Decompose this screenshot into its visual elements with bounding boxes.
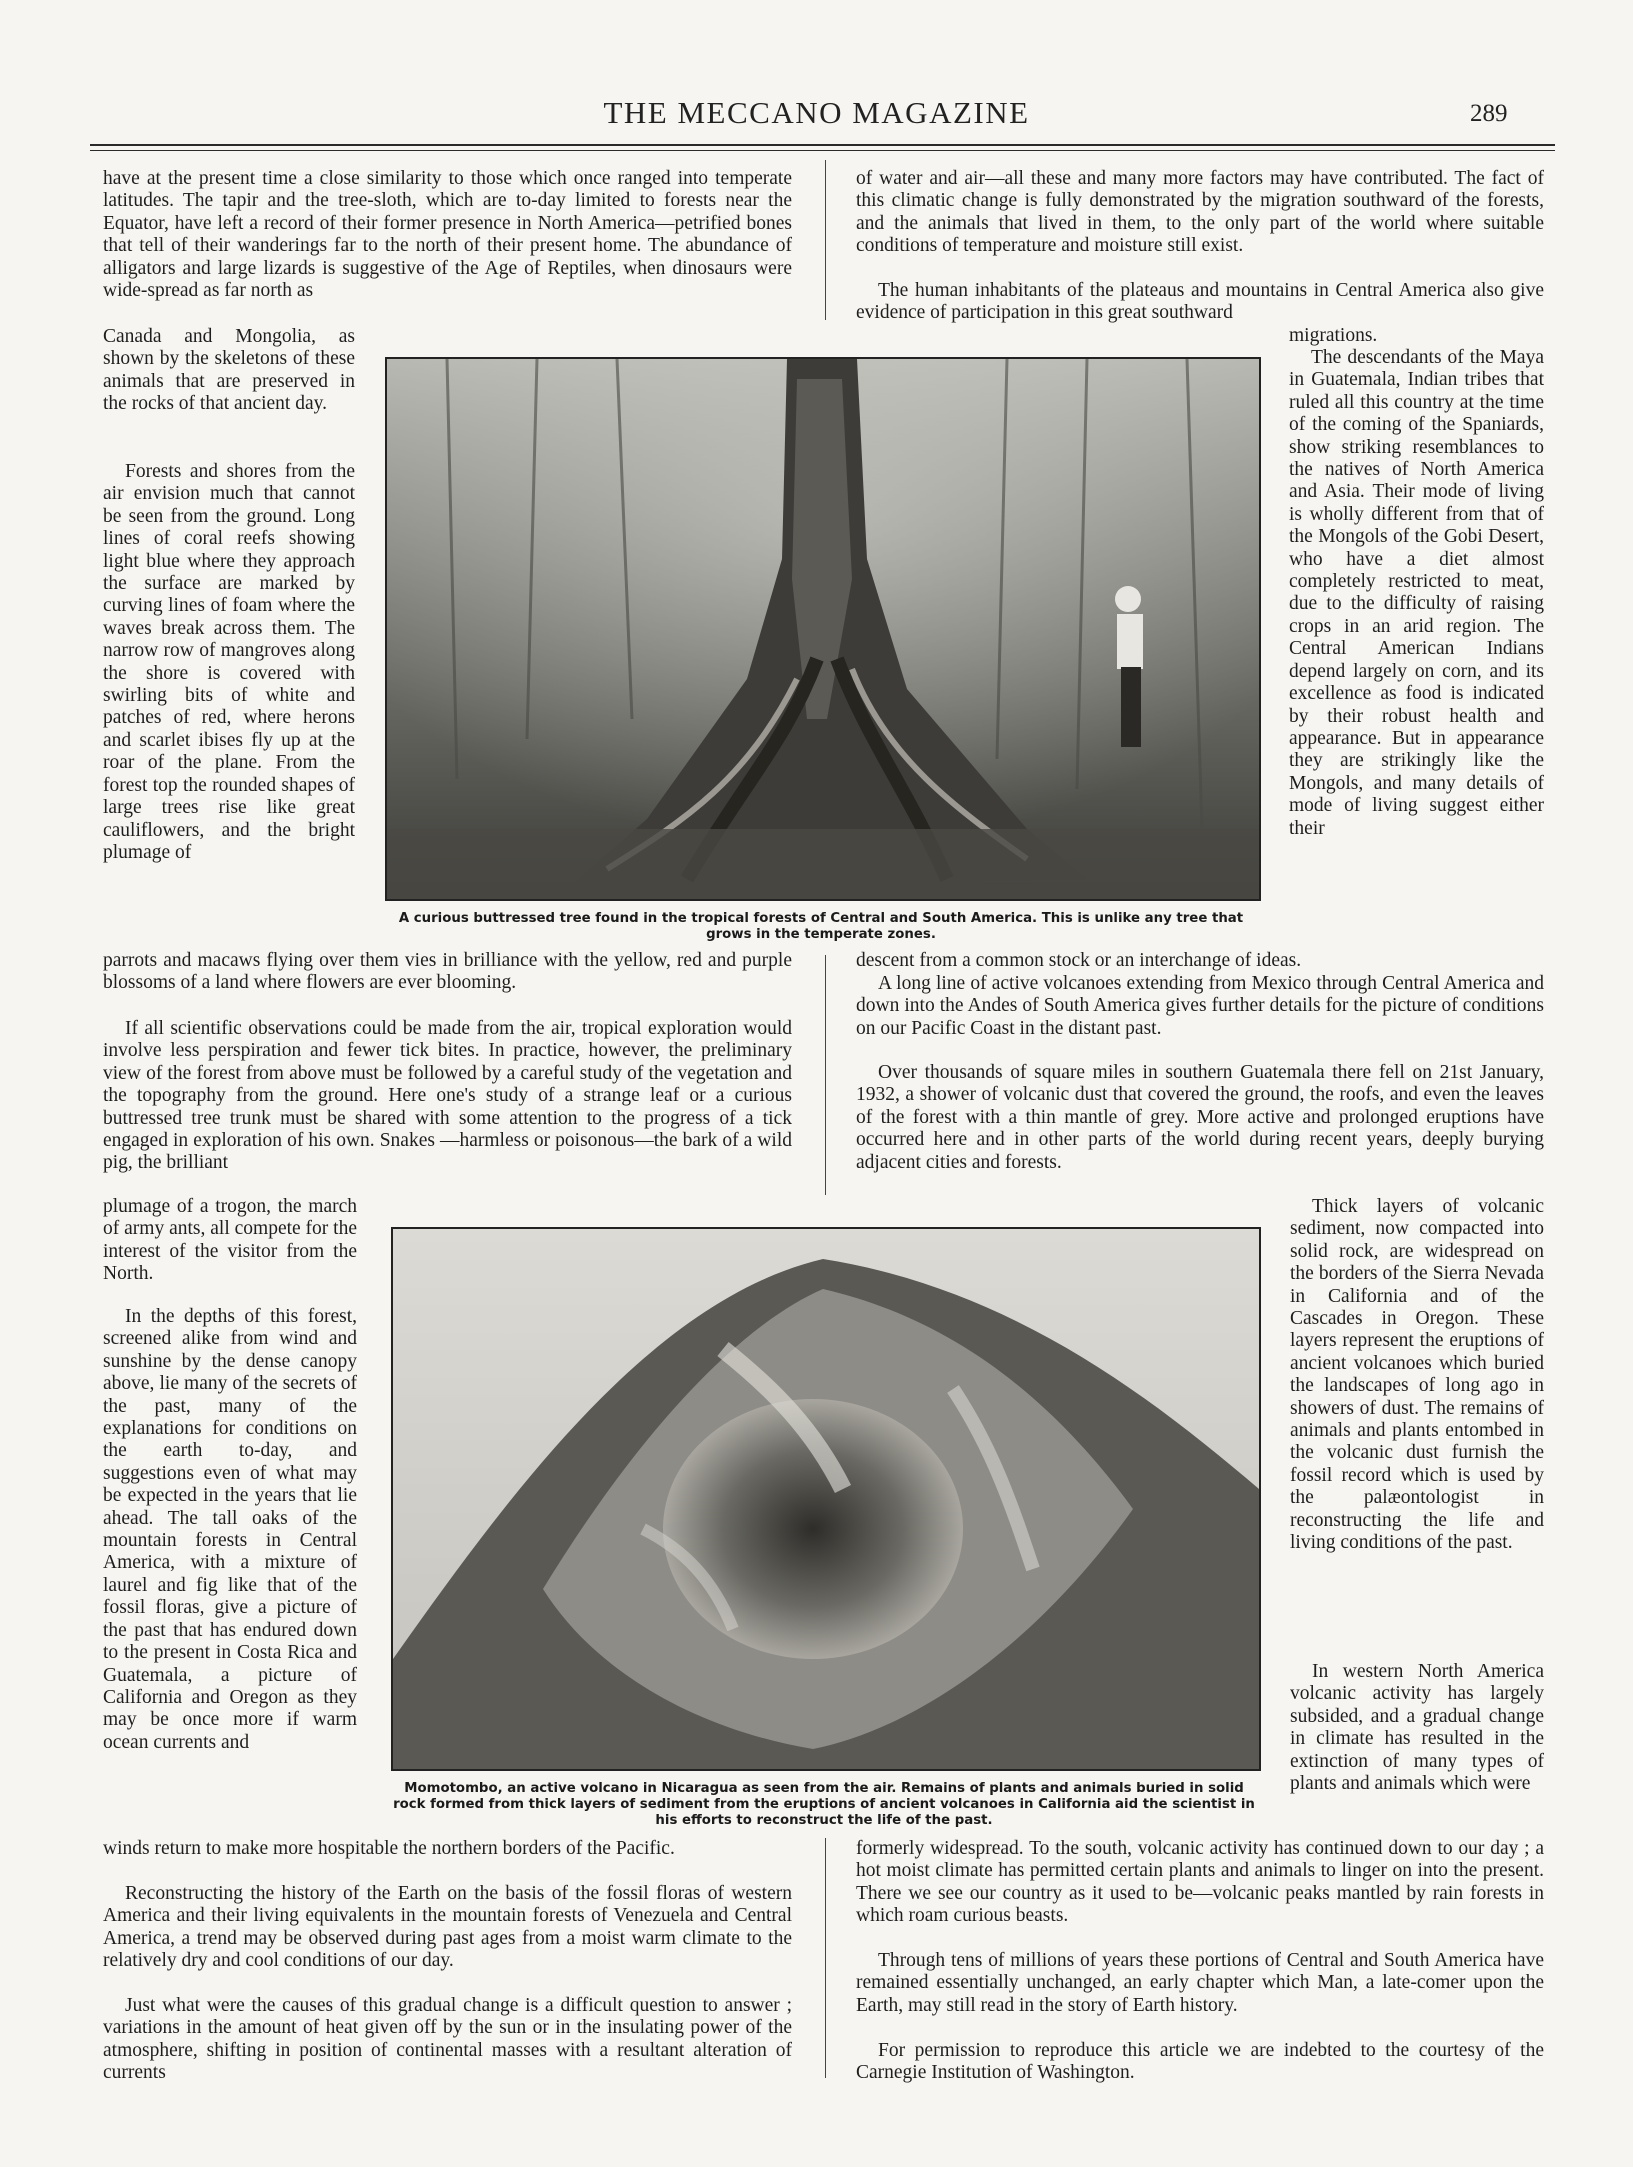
volcano-photo-caption: Momotombo, an active volcano in Nicaragua as seen from the air. Remains of plants and animals buried in solid rock formed from thick layers of sediment from the eruptions of ancient volcanoes in California aid the scientist in his efforts to reconstruct the life of the past. [393,1781,1255,1828]
column-divider-middle [825,955,826,1195]
right-side-text-2b: In western North America volcanic activity has largely subsided, and a gradual change in climate has resulted in the extinction of many types of plants and animals which were [1290,1661,1544,1795]
header-rule [90,144,1555,146]
right-column-top-text-1: of water and air—all these and many more factors may have contributed. The fact of this climatic change is fully demonstrated by the migration southward of the forests, and the animals that lived in them, to the only part of the world where suitable conditions of temperature and moisture still exist. [856,168,1544,257]
left-column-top-text: have at the present time a close similarity to those which once ranged into temperate latitudes. The tapir and the tree-sloth, which are to-day limited to forests near the Equator, have left a record of their former presence in North America—petrified bones that tell of their wanderings far to the north of their present home. The abundance of alligators and large lizards is suggestive of the Age of Reptiles, when dinosaurs were wide-spread as far north as [103,168,792,302]
right-column-bottom-text-1: formerly widespread. To the south, volcanic activity has continued down to our day ; a hot moist climate has permitted certain plants and animals to linger on into the present. There we see our country as it used to be—volcanic peaks mantled by rain forests in which roam curious beasts. [856,1838,1544,1927]
header-rule-thin [90,150,1555,151]
column-divider-top [825,160,826,320]
right-column-bottom-text-2: Through tens of millions of years these portions of Central and South America have remained essentially unchanged, an early chapter which Man, a late-comer upon the Earth, may still read in the story of Earth history. [856,1950,1544,2016]
left-column-middle-text-1: parrots and macaws flying over them vies in brilliance with the yellow, red and purple blossoms of a land where flowers are ever blooming. [103,950,792,994]
left-column-bottom-text-3: Just what were the causes of this gradual change is a difficult question to answer ; variations in the amount of heat given off by the sun or in the insulating power of the atmosphere, shifting in position of continental masses with a resultant alteration of currents [103,1995,792,2084]
right-column-top-text-2: The human inhabitants of the plateaus and mountains in Central America also give evidence of participation in this great southward [856,280,1544,324]
right-column-bottom-text-3: For permission to reproduce this article we are indebted to the courtesy of the Carnegie Institution of Washington. [856,2040,1544,2084]
left-column-bottom-text-1: winds return to make more hospitable the northern borders of the Pacific. [103,1838,675,1859]
buttressed-tree-photo [385,357,1261,901]
right-column-middle-text-1: descent from a common stock or an interchange of ideas. [856,950,1302,971]
left-side-text-1b: Forests and shores from the air envision much that cannot be seen from the ground. Long lines of coral reefs showing light blue where they approach the surface are marked by curving lines of foam where the waves break across them. The narrow row of mangroves along the shore is covered with swirling bits of white and patches of red, where herons and scarlet ibises fly up at the roar of the plane. From the forest top the rounded shapes of large trees rise like great cauliflowers, and the bright plumage of [103,461,355,863]
right-column-middle-text-3: Over thousands of square miles in southern Guatemala there fell on 21st January, 1932, a shower of volcanic dust that covered the ground, the roofs, and even the leaves of the forest with a thin mantle of grey. More active and prolonged eruptions have occurred here and in other parts of the world during recent years, deeply burying adjacent cities and forests. [856,1062,1544,1173]
right-side-text-1b: The descendants of the Maya in Guatemala, Indian tribes that ruled all this country at the time of the coming of the Spaniards, show striking resemblances to the natives of North America and Asia. Their mode of living is wholly different from that of the Mongols of the Gobi Desert, who have a diet almost completely restricted to meat, due to the difficulty of raising crops in an arid region. The Central American Indians depend largely on corn, and its excellence as food is indicated by their robust health and appearance. But in appearance they are strikingly like the Mongols, and many details of mode of living suggest either their [1289,347,1544,839]
page-number: 289 [1470,100,1508,127]
left-side-text-1a: Canada and Mongolia, as shown by the skeletons of these animals that are preserved in the rocks of that ancient day. [103,326,355,415]
right-side-text-1a: migrations. [1289,325,1378,346]
left-column-bottom-text-2: Reconstructing the history of the Earth on the basis of the fossil floras of western America and their living equivalents in the mountain forests of Venezuela and Central America, a trend may be observed during past ages from a moist warm climate to the relatively dry and cool conditions of our day. [103,1883,792,1972]
right-side-text-2a: Thick layers of volcanic sediment, now compacted into solid rock, are widespread on the borders of the Sierra Nevada in California and of the Cascades in Oregon. These layers represent the eruptions of ancient volcanoes which buried the landscapes of long ago in showers of dust. The remains of animals and plants entombed in the volcanic dust furnish the fossil record which is used by the palæontologist in reconstructing the life and living conditions of the past. [1290,1196,1544,1554]
magazine-title: THE MECCANO MAGAZINE [603,95,1030,130]
left-column-middle-text-2: If all scientific observations could be made from the air, tropical exploration would involve less perspiration and fewer tick bites. In practice, however, the preliminary view of the forest from above must be followed by a careful study of the vegetation and the topography from the ground. Here one's study of a strange leaf or a curious buttressed tree trunk must be shared with some attention to the progress of a tick engaged in exploration of his own. Snakes —harmless or poisonous—the bark of a wild pig, the brilliant [103,1018,792,1174]
right-column-middle-text-2: A long line of active volcanoes extending from Mexico through Central America and down into the Andes of South America gives further details for the picture of conditions on our Pacific Coast in the distant past. [856,973,1544,1039]
tree-photo-caption: A curious buttressed tree found in the tropical forests of Central and South America. This is unlike any tree that grows in the temperate zones. [398,911,1244,942]
left-side-text-2a: plumage of a trogon, the march of army ants, all compete for the interest of the visitor from the North. [103,1196,357,1285]
column-divider-bottom [825,1838,826,2078]
volcano-photo [391,1227,1261,1771]
left-side-text-2b: In the depths of this forest, screened alike from wind and sunshine by the dense canopy above, lie many of the secrets of the past, many of the explanations for conditions on the earth to-day, and suggestions even of what may be expected in the years that lie ahead. The tall oaks of the mountain forests in Central America, with a mixture of laurel and fig like that of the fossil floras, give a picture of the past that has endured down to the present in Costa Rica and Guatemala, a picture of California and Oregon as they may be once more if warm ocean currents and [103,1306,357,1753]
